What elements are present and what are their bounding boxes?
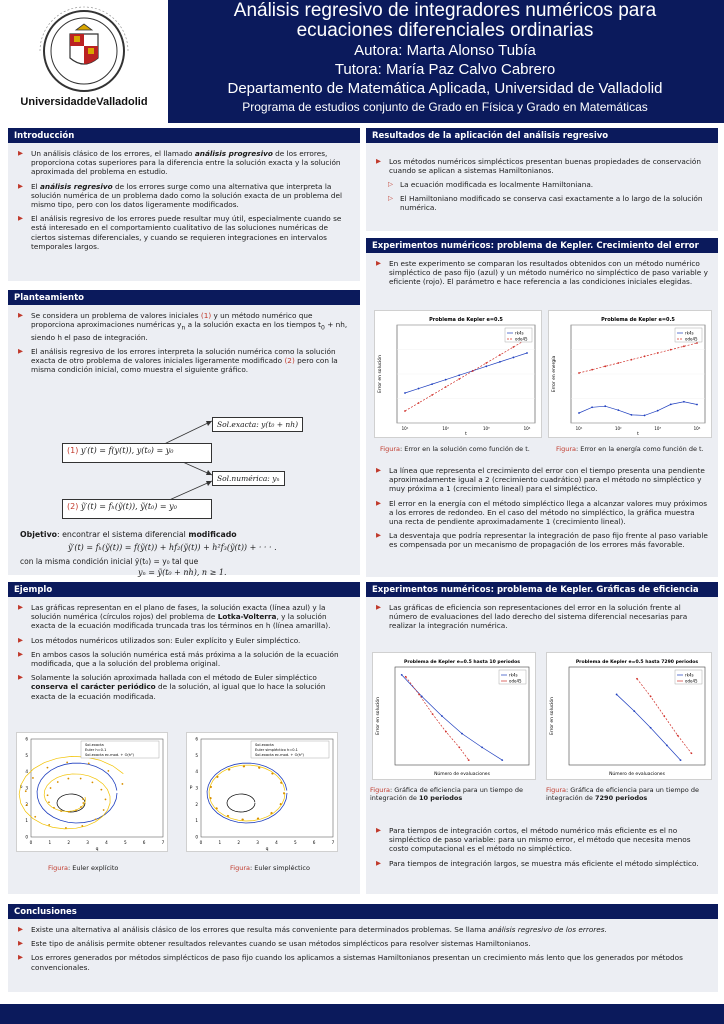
- numeric-solution-point: [80, 806, 82, 808]
- data-point-ode45: [691, 752, 693, 754]
- department: Departamento de Matemática Aplicada, Universidad de Valladolid: [227, 80, 663, 97]
- data-point-rk4s: [418, 388, 420, 390]
- x-axis-label: q: [265, 847, 269, 852]
- x-tick-label: 10⁴: [523, 426, 531, 431]
- numeric-solution-point: [92, 781, 94, 783]
- chart-error-solucion: [375, 311, 543, 439]
- data-point-ode45: [445, 386, 447, 388]
- chart-title: Problema de Kepler e=0.5 hasta 7290 periodos: [575, 660, 699, 665]
- figure-euler-simplectico: [186, 732, 338, 852]
- objective-text: Objetivo: encontrar el sistema diferencial modificado: [20, 530, 237, 539]
- exact-solution-box: Sol.exacta: y(t₀ + nh): [212, 417, 303, 432]
- numeric-solution-point: [67, 778, 69, 780]
- numeric-solution-point: [103, 809, 105, 811]
- data-point-rk4s: [485, 365, 487, 367]
- x-tick-label: 10³: [654, 426, 662, 431]
- data-point-rk4s: [431, 383, 433, 385]
- chart-title: Problema de Kepler e=0.5: [601, 317, 675, 323]
- data-point-ode45: [418, 694, 420, 696]
- caption-euler-explicito: Figura: Euler explícito: [48, 864, 119, 872]
- kepler1-bullet-2: ▶ La línea que representa el crecimiento del error con el tiempo presenta una pendiente aproximadamente igual a 2 (crecimiento cuadrático) para el método no simpléctico y muy próxima a 1 (crecimiento lineal) para el simpléctico.: [376, 466, 708, 494]
- data-point-rk4s: [680, 759, 682, 761]
- data-point-rk4s: [513, 357, 515, 359]
- x-tick-label: 5: [293, 840, 297, 845]
- numeric-solution-point: [210, 786, 212, 788]
- data-point-ode45: [631, 359, 633, 361]
- legend-label: Sol.exacta ec.mod. + O(h²): [85, 753, 134, 757]
- numeric-solution-point: [280, 782, 282, 784]
- numeric-solution-point: [272, 773, 274, 775]
- resultados-sub-1: ▷ La ecuación modificada es localmente Hamiltoniana.: [376, 180, 708, 189]
- figure-eficiencia-7290: [546, 652, 712, 780]
- y-tick-label: 0: [195, 834, 198, 840]
- x-tick-label: 4: [105, 840, 108, 845]
- data-point-ode45: [458, 378, 460, 380]
- numeric-solution-point: [47, 767, 49, 769]
- legend-label: Euler h=0.1: [85, 748, 107, 752]
- legend-label: ode45: [509, 678, 522, 684]
- x-axis-label: t: [637, 432, 639, 437]
- data-point-ode45: [404, 410, 406, 412]
- numeric-solution-point: [283, 793, 285, 795]
- data-point-rk4s: [445, 379, 447, 381]
- data-point-rk4s: [526, 352, 528, 354]
- numeric-solution-point: [47, 794, 49, 796]
- data-point-ode45: [472, 370, 474, 372]
- x-tick-label: 2: [67, 840, 71, 845]
- data-point-rk4s: [578, 412, 580, 414]
- section-kepler-eficiencia: [366, 582, 718, 894]
- intro-bullet-2: ▶ El análisis regresivo de los errores surge como una alternativa que interpreta la solución numérica de un problema dado como la solución exacta de un problema del mismo tipo, pero con los datos ligeramente modificados.: [18, 182, 350, 210]
- data-point-ode45: [499, 354, 501, 356]
- data-point-rk4s: [501, 759, 503, 761]
- data-point-ode45: [644, 355, 646, 357]
- numeric-solution-point: [216, 807, 218, 809]
- x-axis-label: Número de evaluaciones: [434, 772, 490, 777]
- x-tick-label: 3: [86, 840, 89, 845]
- numeric-solution-point: [48, 824, 50, 826]
- x-tick-label: 10²: [442, 426, 450, 431]
- numeric-solution-point: [122, 783, 124, 785]
- plant-bullet-2: ▶ El análisis regresivo de los errores interpreta la solución numérica como la solución exacta de otro problema de valores iniciales ligeramente modificado (2) pero con la misma condición inicial, como muestra el siguiente gráfico.: [18, 347, 350, 375]
- chart-title: Problema de Kepler e=0.5: [429, 317, 503, 323]
- legend-label: Sol.exacta ec.mod. + O(h²): [255, 753, 304, 757]
- section-title: Experimentos numéricos: problema de Kepler. Crecimiento del error: [366, 238, 718, 253]
- data-point-rk4s: [481, 746, 483, 748]
- numeric-solution-point: [75, 809, 77, 811]
- data-point-rk4s: [401, 674, 403, 676]
- y-axis-label: Error en solución: [378, 355, 383, 393]
- condition-equation: yₙ = ỹ(t₀ + nh), n ≥ 1.: [138, 568, 227, 577]
- y-tick-label: 3: [195, 785, 198, 791]
- figure-eficiencia-10: [372, 652, 536, 780]
- figure-error-energia: [548, 310, 712, 438]
- caption-error-energia: Figura: Error en la energía como función de t.: [556, 445, 704, 453]
- numeric-solution-point: [259, 767, 261, 769]
- data-point-ode45: [445, 731, 447, 733]
- numeric-solution-point: [60, 810, 62, 812]
- data-point-ode45: [432, 713, 434, 715]
- phase-plot-euler-explicit: [17, 733, 169, 853]
- data-point-rk4s: [644, 415, 646, 417]
- data-point-ode45: [683, 345, 685, 347]
- section-title: Planteamiento: [8, 290, 360, 305]
- y-axis-label: Error en solución: [550, 697, 555, 735]
- x-tick-label: 5: [123, 840, 127, 845]
- intro-bullet-3: ▶ El análisis regresivo de los errores puede resultar muy útil, especialmente cuando se está interesado en el comportamiento cualitativo de las soluciones numéricas de ciertos sistemas diferenciales, y cuando se requieren integraciones en intervalos temporales largos.: [18, 214, 350, 251]
- data-point-rk4s: [696, 404, 698, 406]
- data-point-ode45: [696, 342, 698, 344]
- section-title: Introducción: [8, 128, 360, 143]
- conclusion-bullet-2: ▶ Este tipo de análisis permite obtener resultados relevantes cuando se usan métodos simplécticos para resolver sistemas Hamiltonianos.: [18, 939, 708, 948]
- numeric-solution-point: [32, 777, 34, 779]
- data-point-rk4s: [666, 745, 668, 747]
- data-point-ode45: [418, 402, 420, 404]
- poster-title-line2: ecuaciones diferenciales ordinarias: [296, 20, 594, 41]
- y-axis-label: Error en energía: [552, 355, 557, 393]
- data-point-rk4s: [670, 403, 672, 405]
- y-tick-label: 5: [195, 752, 198, 758]
- section-introduccion: [8, 128, 360, 281]
- poster-footer: [0, 1004, 724, 1024]
- poster-title-line1: Análisis regresivo de integradores numéricos para: [233, 0, 657, 21]
- equation-2-box: (2) ỹ′(t) = fₕ(ỹ(t)), ỹ(t₀) = y₀: [62, 499, 212, 519]
- legend-label: Sol.exacta: [85, 743, 104, 747]
- numeric-solution-box: Sol.numérica: yₙ: [212, 471, 285, 486]
- y-tick-label: 4: [25, 769, 28, 775]
- section-ejemplo: [8, 582, 360, 894]
- caption-euler-simplectico: Figura: Euler simpléctico: [230, 864, 310, 872]
- data-point-ode45: [670, 349, 672, 351]
- y-tick-label: 0: [25, 834, 28, 840]
- x-tick-label: 6: [142, 840, 146, 845]
- y-axis-label: p: [189, 785, 193, 790]
- chart-eficiencia-10: [373, 653, 537, 781]
- poster-header: [0, 0, 724, 123]
- kepler2-bullet-1: ▶ Las gráficas de eficiencia son representaciones del error en la solución frente al número de evaluaciones del lado derecho del sistema diferencial necesarias para realizar la integración numérica.: [376, 603, 708, 631]
- kepler1-bullet-3: ▶ El error en la energía con el método simpléctico llega a alcanzar valores muy próximos a los errores de redondeo. En el caso del método no simpléctico, la gráfica muestra una recta de pendiente aproximadamente 1 (crecimiento lineal).: [376, 499, 708, 527]
- x-tick-label: 4: [275, 840, 278, 845]
- numeric-solution-point: [68, 811, 70, 813]
- data-point-rk4s: [404, 392, 406, 394]
- x-tick-label: 10³: [482, 426, 490, 431]
- data-point-rk4s: [591, 406, 593, 408]
- section-title: Experimentos numéricos: problema de Kepler. Gráficas de eficiencia: [366, 582, 718, 597]
- legend-label: rk4s: [685, 672, 694, 678]
- numeric-solution-point: [243, 766, 245, 768]
- x-axis-label: t: [465, 432, 467, 437]
- data-point-ode45: [405, 676, 407, 678]
- section-conclusiones: [8, 904, 718, 992]
- numeric-solution-point: [241, 819, 243, 821]
- data-point-rk4s: [458, 374, 460, 376]
- data-point-ode45: [677, 735, 679, 737]
- equation-1-box: (1) y′(t) = f(y(t)), y(t₀) = y₀: [62, 443, 212, 463]
- y-axis-label: p: [19, 785, 23, 790]
- chart-eficiencia-7290: [547, 653, 713, 781]
- figure-euler-explicito: [16, 732, 168, 852]
- data-point-rk4s: [616, 694, 618, 696]
- legend-label: rk4s: [685, 330, 694, 336]
- data-point-rk4s: [650, 727, 652, 729]
- section-kepler-error: [366, 238, 718, 577]
- data-point-ode45: [650, 696, 652, 698]
- legend-label: ode45: [685, 678, 698, 684]
- kepler2-bullet-3: ▶ Para tiempos de integración largos, se muestra más eficiente el método simpléctico.: [376, 859, 708, 868]
- numeric-solution-point: [34, 816, 36, 818]
- ejemplo-bullet-2: ▶ Los métodos numéricos utilizados son: Euler explícito y Euler simpléctico.: [18, 636, 350, 645]
- data-point-ode45: [657, 352, 659, 354]
- data-point-rk4s: [631, 414, 633, 416]
- data-point-rk4s: [604, 405, 606, 407]
- numeric-solution-point: [95, 819, 97, 821]
- data-point-ode45: [468, 759, 470, 761]
- y-tick-label: 3: [25, 785, 28, 791]
- numeric-solution-point: [227, 815, 229, 817]
- numeric-solution-point: [210, 797, 212, 799]
- kepler2-bullet-2: ▶ Para tiempos de integración cortos, el método numérico más eficiente es el no simpléctico de paso variable: para un mismo error, el método que necesita menos costo computacional es el método no simpléctico.: [376, 826, 708, 854]
- resultados-bullet-1: ▶ Los métodos numéricos simplécticos presentan buenas propiedades de conservación cuando se aplican a sistemas Hamiltonianos.: [376, 157, 708, 175]
- resultados-sub-2: ▷ El Hamiltoniano modificado se conserva casi exactamente a lo largo de la solución numérica.: [376, 194, 708, 212]
- y-tick-label: 1: [195, 818, 198, 824]
- numeric-solution-point: [65, 827, 67, 829]
- data-point-rk4s: [441, 715, 443, 717]
- data-point-ode45: [513, 346, 515, 348]
- ejemplo-bullet-4: ▶ Solamente la solución aproximada hallada con el método de Euler simpléctico conserva el carácter periódico de la solución, al igual que lo hace la solución exacta de la ecuación modificada.: [18, 673, 350, 701]
- caption-eficiencia-7290: Figura: Gráfica de eficiencia para un tiempo de integración de 7290 periodos: [546, 786, 699, 802]
- chart-error-energia: [549, 311, 713, 439]
- y-tick-label: 2: [195, 801, 198, 807]
- numeric-solution-point: [48, 801, 50, 803]
- y-tick-label: 6: [195, 736, 198, 742]
- x-tick-label: 3: [256, 840, 259, 845]
- data-point-ode45: [636, 678, 638, 680]
- x-tick-label: 1: [48, 840, 52, 845]
- x-tick-label: 10¹: [575, 426, 583, 431]
- conclusion-bullet-3: ▶ Los errores generados por métodos simplécticos de paso fijo cuando los aplicamos a sistemas Hamiltonianos presentan un crecimiento más lento que los generados por métodos convencionales.: [18, 953, 708, 971]
- y-tick-label: 5: [25, 752, 28, 758]
- data-point-rk4s: [617, 409, 619, 411]
- numeric-solution-point: [107, 770, 109, 772]
- numeric-solution-point: [217, 776, 219, 778]
- section-title: Ejemplo: [8, 582, 360, 597]
- numeric-solution-point: [257, 818, 259, 820]
- caption-eficiencia-10: Figura: Gráfica de eficiencia para un tiempo de integración de 10 periodos: [370, 786, 523, 802]
- numeric-solution-point: [50, 787, 52, 789]
- data-point-ode45: [578, 372, 580, 374]
- section-title: Resultados de la aplicación del análisis regresivo: [366, 128, 718, 143]
- tutor: Tutora: María Paz Calvo Cabrero: [334, 61, 556, 78]
- ejemplo-bullet-3: ▶ En ambos casos la solución numérica está más próxima a la solución de la ecuación modificada, que a la solución del problema original.: [18, 650, 350, 668]
- conclusion-bullet-1: ▶ Existe una alternativa al análisis clásico de los errores que resulta más conveniente para determinados problemas. Se llama análisis regresivo de los errores.: [18, 925, 708, 934]
- x-tick-label: 7: [331, 840, 335, 845]
- numeric-solution-point: [82, 798, 84, 800]
- university-name: UniversidaddeValladolid: [20, 96, 148, 108]
- data-point-rk4s: [499, 361, 501, 363]
- numeric-solution-point: [100, 789, 102, 791]
- section-title: Conclusiones: [8, 904, 718, 919]
- data-point-rk4s: [683, 401, 685, 403]
- condition-text: con la misma condición inicial ỹ(t₀) = y₀ tal que: [20, 557, 199, 566]
- program: Programa de estudios conjunto de Grado en Física y Grado en Matemáticas: [242, 100, 648, 114]
- x-tick-label: 10¹: [401, 426, 409, 431]
- numeric-solution-point: [25, 790, 27, 792]
- numeric-solution-point: [80, 778, 82, 780]
- data-point-ode45: [617, 362, 619, 364]
- legend-label: ode45: [515, 336, 528, 342]
- y-tick-label: 6: [25, 736, 28, 742]
- legend-label: rk4s: [515, 330, 524, 336]
- numeric-solution-point: [81, 825, 83, 827]
- x-tick-label: 1: [218, 840, 222, 845]
- legend-label: rk4s: [509, 672, 518, 678]
- legend-label: Euler simpléctico h=0.1: [255, 748, 298, 752]
- intro-bullet-1: ▶ Un análisis clásico de los errores, el llamado análisis progresivo de los errores, proporciona cotas superiores para la diferencia entre la solución exacta y la solución aproximada del problema en estudio.: [18, 149, 350, 177]
- y-tick-label: 4: [195, 769, 198, 775]
- chart-title: Problema de Kepler e=0.5 hasta 10 periodos: [404, 660, 520, 665]
- section-planteamiento: [8, 290, 360, 575]
- numeric-solution-point: [82, 802, 84, 804]
- kepler1-bullet-1: ▶ En este experimento se comparan los resultados obtenidos con un método numérico simpléctico de paso fijo (azul) y un método numérico no simpléctico de paso variable y eficiente (rojo). El parámetro e hace referencia a las condiciones iniciales elegidas.: [376, 259, 708, 287]
- numeric-solution-point: [66, 761, 68, 763]
- section-resultados: [366, 128, 718, 231]
- x-tick-label: 10⁴: [693, 426, 701, 431]
- phase-plot-euler-symplectic: [187, 733, 339, 853]
- legend-label: Sol.exacta: [255, 743, 274, 747]
- data-point-ode45: [591, 369, 593, 371]
- kepler1-bullet-4: ▶ La desventaja que podría representar la integración de paso fijo frente al paso variable es compensada por un mecanismo de propagación de los errores más favorable.: [376, 531, 708, 549]
- x-tick-label: 7: [161, 840, 165, 845]
- y-axis-label: Error en solución: [376, 697, 381, 735]
- x-axis-label: Número de evaluaciones: [609, 772, 665, 777]
- caption-error-solucion: Figura: Error en la solución como función de t.: [380, 445, 530, 453]
- data-point-ode45: [663, 715, 665, 717]
- x-tick-label: 6: [312, 840, 316, 845]
- university-seal-icon: [10, 6, 158, 96]
- logo-area: [0, 0, 168, 123]
- numeric-solution-point: [270, 812, 272, 814]
- x-tick-label: 0: [199, 840, 203, 845]
- data-point-rk4s: [633, 710, 635, 712]
- figure-error-solucion: [374, 310, 542, 438]
- modified-equation: ỹ′(t) = fₕ(ỹ(t)) = f(ỹ(t)) + hf₂(ỹ(t)) + h²f₃(ỹ(t)) + · · · .: [68, 543, 277, 552]
- plant-bullet-1: ▶ Se considera un problema de valores iniciales (1) y un método numérico que proporciona aproximaciones numéricas $y_n$ a la solución exacta en los tiempos $t_0$ + nh, siendo h el paso de integración.: [18, 311, 350, 342]
- x-axis-label: q: [95, 847, 99, 852]
- numeric-solution-point: [53, 807, 55, 809]
- ejemplo-bullet-1: ▶ Las gráficas representan en el plano de fases, la solución exacta (línea azul) y la solución numérica (círculos rojos) del problema de Lotka-Volterra, y la solución exacta de la ecuación modificada truncada tras los términos en h (línea amarilla).: [18, 603, 350, 631]
- numeric-solution-point: [229, 769, 231, 771]
- data-point-ode45: [604, 365, 606, 367]
- numeric-solution-point: [280, 803, 282, 805]
- author: Autora: Marta Alonso Tubía: [354, 42, 536, 59]
- data-point-ode45: [458, 746, 460, 748]
- x-tick-label: 10²: [614, 426, 622, 431]
- x-tick-label: 0: [29, 840, 33, 845]
- data-point-rk4s: [461, 733, 463, 735]
- legend-label: ode45: [685, 336, 698, 342]
- numeric-solution-point: [88, 763, 90, 765]
- numeric-solution-point: [26, 804, 28, 806]
- numeric-solution-point: [57, 781, 59, 783]
- data-point-ode45: [485, 362, 487, 364]
- data-point-ode45: [431, 394, 433, 396]
- x-tick-label: 2: [237, 840, 241, 845]
- data-point-rk4s: [657, 410, 659, 412]
- numeric-solution-point: [105, 799, 107, 801]
- y-tick-label: 1: [25, 818, 28, 824]
